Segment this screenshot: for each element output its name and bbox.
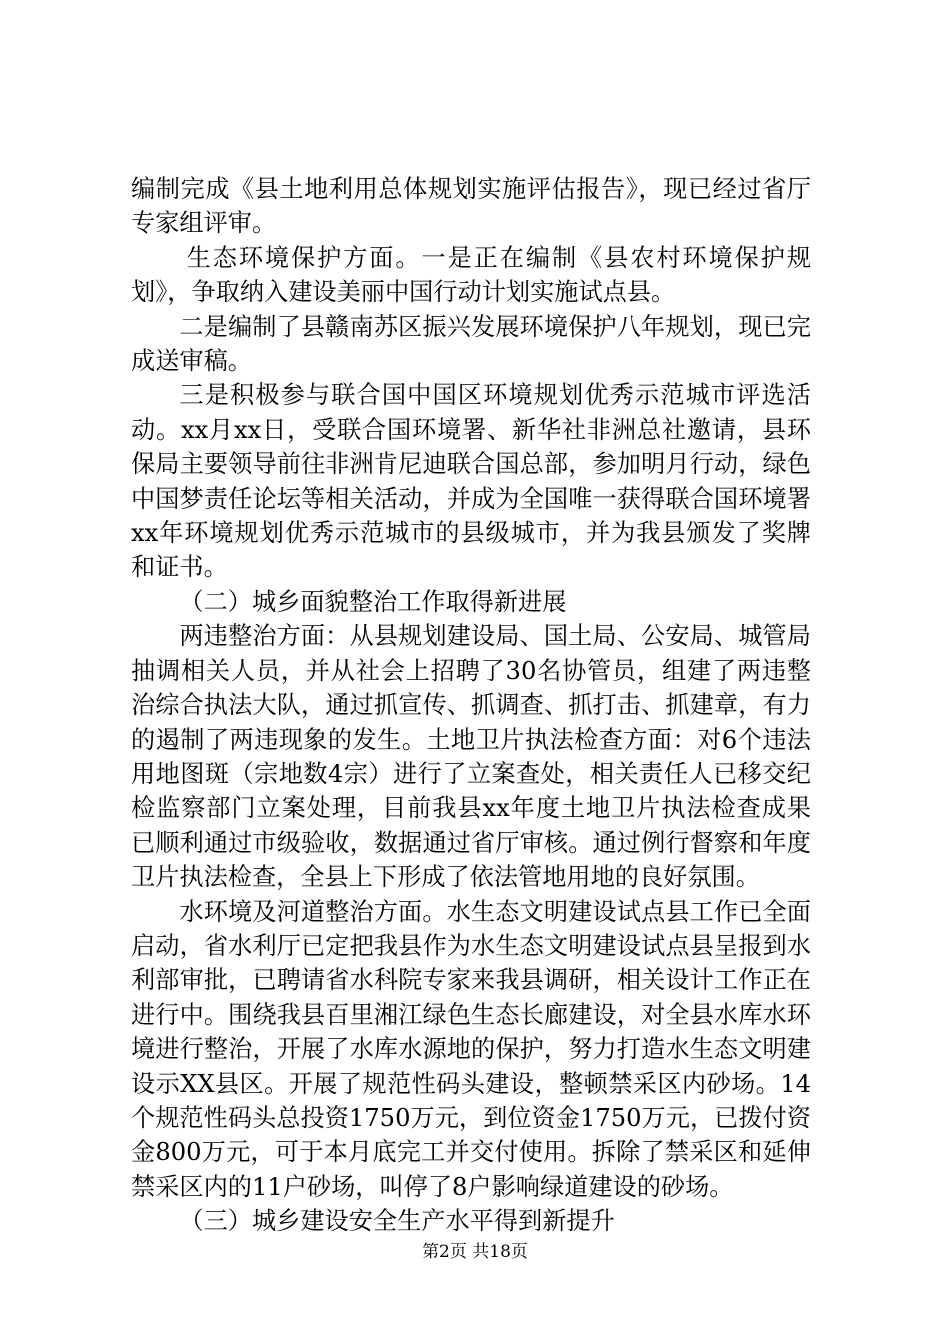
- section-heading-construction-safety: （三）城乡建设安全生产水平得到新提升: [179, 1207, 615, 1236]
- section-heading-urban-rural-appearance: （二）城乡面貌整治工作取得新进展: [179, 587, 567, 616]
- paragraph-eight-year-plan: 二是编制了县赣南苏区振兴发展环境保护八年规划，现已完成送审稿。: [131, 312, 811, 376]
- paragraph-un-demonstration-city: 三是积极参与联合国中国区环境规划优秀示范城市评选活动。xx月xx日，受联合国环境署、新华社非洲总社邀请，县环保局主要领导前往非洲肯尼迪联合国总部，参加明月行动，绿色中国梦责任论坛等相关活动，并成为全国唯一获得联合国环境署xx年环境规划优秀示范城市的县级城市，并为我县颁发了奖牌和证书。: [131, 381, 811, 582]
- page-number-footer: 第2页 共18页: [422, 1242, 528, 1262]
- paragraph-water-environment: 水环境及河道整治方面。水生态文明建设试点县工作已全面启动，省水利厅已定把我县作为水生态文明建设试点县呈报到水利部审批，已聘请省水科院专家来我县调研，相关设计工作正在进行中。围绕我县百里湘江绿色生态长廊建设，对全县水库水环境进行整治，开展了水库水源地的保护，努力打造水生态文明建设示XX县区。开展了规范性码头建设，整顿禁采区内砂场。14个规范性码头总投资1750万元，到位资金1750万元，已拨付资金800万元，可于本月底完工并交付使用。拆除了禁采区和延伸禁采区内的11户砂场，叫停了8户影响绿道建设的砂场。: [131, 897, 811, 1201]
- document-body: [131, 172, 811, 1239]
- paragraph-ecological-protection: 生态环境保护方面。一是正在编制《县农村环境保护规划》，争取纳入建设美丽中国行动计划实施试点县。: [131, 243, 811, 307]
- paragraph-evaluation-report: 编制完成《县土地利用总体规划实施评估报告》，现已经过省厅专家组评审。: [131, 175, 811, 238]
- paragraph-illegal-construction: 两违整治方面：从县规划建设局、国土局、公安局、城管局抽调相关人员，并从社会上招聘了30名协管员，组建了两违整治综合执法大队，通过抓宣传、抓调查、抓打击、抓建章，有力的遏制了两违现象的发生。土地卫片执法检查方面：对6个违法用地图斑（宗地数4宗）进行了立案查处，相关责任人已移交纪检监察部门立案处理，目前我县xx年度土地卫片执法检查成果已顺利通过市级验收，数据通过省厅审核。通过例行督察和年度卫片执法检查，全县上下形成了依法管地用地的良好氛围。: [131, 622, 811, 892]
